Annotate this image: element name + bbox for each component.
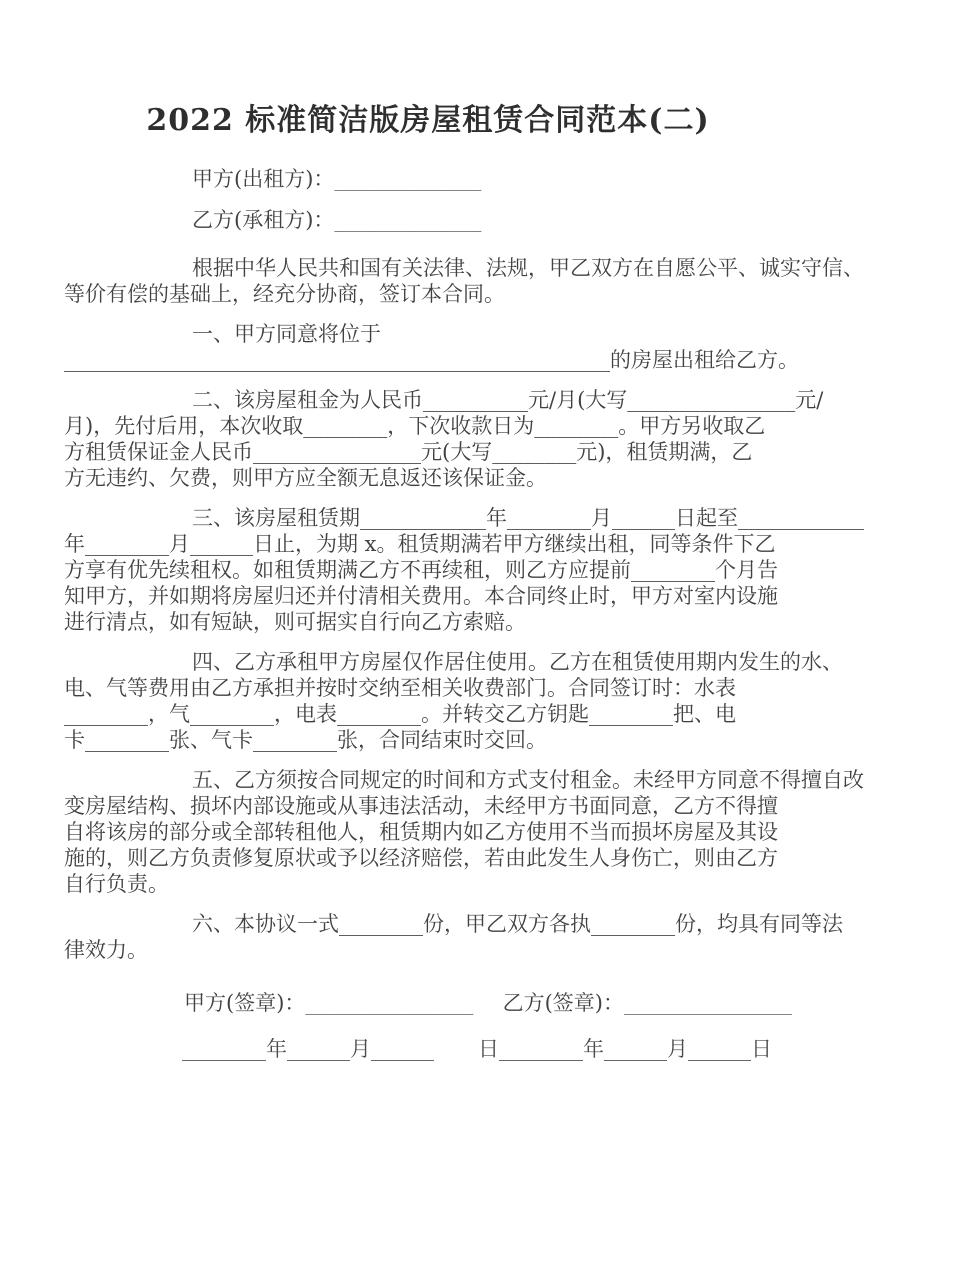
date-line-left: ________年______月______ — [182, 1037, 434, 1061]
preamble-paragraph — [64, 255, 864, 307]
clause-2 — [64, 387, 824, 491]
party-b-line — [64, 206, 792, 234]
contract-line: 六、本协议一式________份，甲乙双方各执________份，均具有同等法 — [192, 912, 843, 936]
party-b-signature — [503, 989, 792, 1017]
clause-6 — [64, 911, 843, 963]
contract-line: 二、该房屋租金为人民币__________元/月(大写________________元/ — [192, 388, 824, 412]
contract-line: 进行清点，如有短缺，则可据实自行向乙方索赔。 — [64, 610, 526, 634]
party-b-blank-field: ______________ — [334, 208, 482, 232]
contract-line: 自将该房的部分或全部转租他人，租赁期内如乙方使用不当而损坏房屋及其设 — [64, 820, 778, 844]
contract-line: ____________________________________________________的房屋出租给乙方。 — [64, 348, 799, 372]
contract-line: 方无违约、欠费，则甲方应全额无息返还该保证金。 — [64, 466, 547, 490]
contract-line: 等价有偿的基础上，经充分协商，签订本合同。 — [64, 282, 505, 306]
contract-line: 一、甲方同意将位于 — [192, 322, 381, 346]
date-line-right: 日________年______月______日 — [478, 1037, 772, 1061]
contract-line: 方享有优先续租权。如租赁期满乙方不再续租，则乙方应提前________个月告 — [64, 558, 778, 582]
contract-line: ________，气________，电表________。并转交乙方钥匙________把、电 — [64, 702, 736, 726]
party-b-signature-label: 乙方(签章)： — [502, 991, 624, 1015]
contract-line: 方租赁保证金人民币________________元(大写________元)，租赁期满，乙 — [64, 440, 753, 464]
date-row — [64, 1035, 792, 1063]
clause-1 — [64, 321, 799, 373]
contract-line: 知甲方，并如期将房屋归还并付清相关费用。本合同终止时，甲方对室内设施 — [64, 584, 778, 608]
contract-line: 律效力。 — [64, 938, 148, 962]
content-column — [64, 0, 864, 1063]
party-b-label: 乙方(承租方)： — [192, 208, 335, 232]
contract-line: 施的，则乙方负责修复原状或予以经济赔偿，若由此发生人身伤亡，则由乙方 — [64, 846, 778, 870]
contract-line: 卡________张、气卡________张，合同结束时交回。 — [64, 728, 547, 752]
contract-line: 月)，先付后用，本次收取________，下次收款日为________。甲方另收取乙 — [64, 414, 766, 438]
signature-row — [64, 989, 792, 1017]
contract-line: 变房屋结构、损坏内部设施或从事违法活动，未经甲方书面同意，乙方不得擅 — [64, 794, 778, 818]
contract-line: 五、乙方须按合同规定的时间和方式支付租金。未经甲方同意不得擅自改 — [192, 768, 864, 792]
contract-line: 自行负责。 — [64, 872, 169, 896]
party-a-label: 甲方(出租方)： — [192, 167, 335, 191]
contract-line: 年________月______日止，为期 x。租赁期满若甲方继续出租，同等条件下乙 — [64, 532, 776, 556]
clause-4 — [64, 649, 843, 753]
document-title: 2022 标准简洁版房屋租赁合同范本(二) — [146, 103, 710, 138]
clause-3 — [64, 505, 864, 635]
party-a-signature-label: 甲方(签章)： — [184, 991, 306, 1015]
contract-line: 三、该房屋租赁期____________年________月______日起至____________ — [192, 506, 864, 530]
party-b-signature-blank: ________________ — [624, 991, 792, 1015]
contract-line: 四、乙方承租甲方房屋仅作居住使用。乙方在租赁使用期内发生的水、 — [192, 650, 843, 674]
clause-5 — [64, 767, 864, 897]
party-a-blank-field: ______________ — [334, 167, 482, 191]
contract-line: 根据中华人民共和国有关法律、法规，甲乙双方在自愿公平、诚实守信、 — [192, 256, 864, 280]
contract-line: 电、气等费用由乙方承担并按时交纳至相关收费部门。合同签订时：水表 — [64, 676, 736, 700]
party-a-signature-blank: ________________ — [305, 991, 474, 1015]
party-a-signature — [184, 989, 473, 1017]
party-a-line — [64, 165, 792, 193]
